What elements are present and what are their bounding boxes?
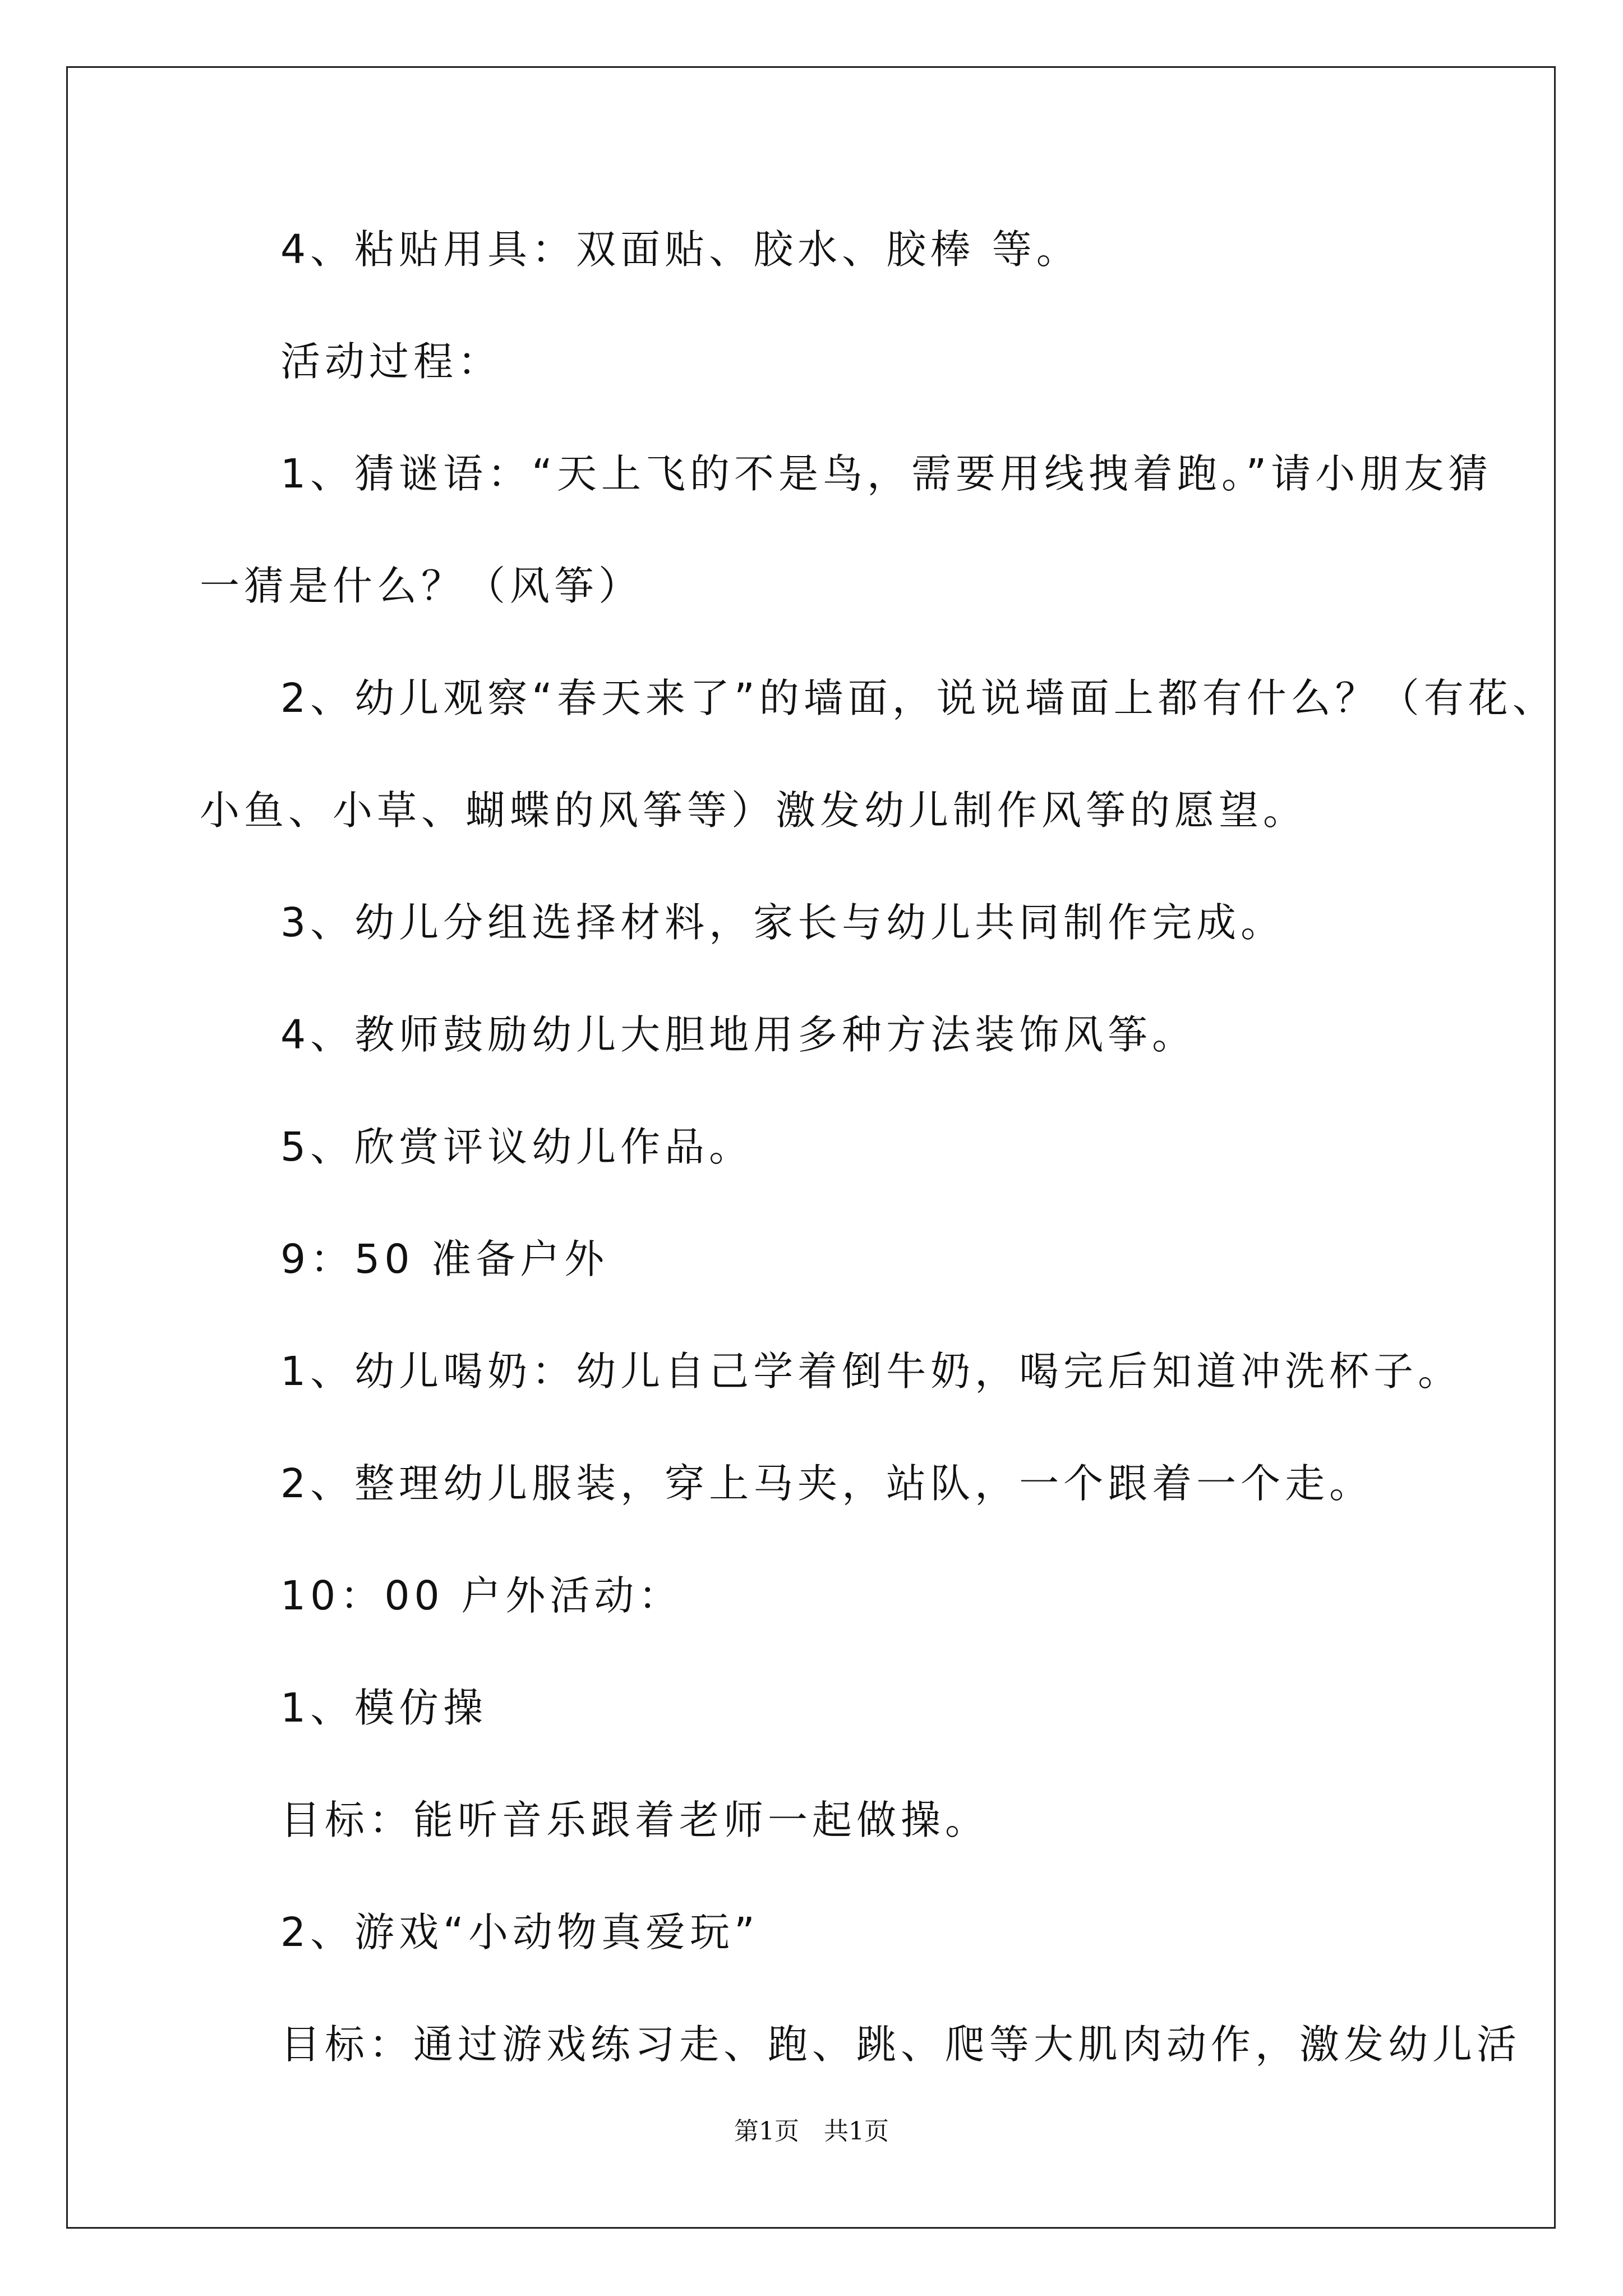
page-footer: 第1页 共1页	[734, 2117, 889, 2146]
text-line: 2、幼儿观察“春天来了”的墙面，说说墙面上都有什么？（有花、	[280, 675, 1557, 721]
text-line: 2、游戏“小动物真爱玩”	[280, 1909, 759, 1955]
text-line: 2、整理幼儿服装，穿上马夹，站队，一个跟着一个走。	[280, 1460, 1374, 1507]
text-line: 4、教师鼓励幼儿大胆地用多种方法装饰风筝。	[280, 1011, 1197, 1058]
schedule-time-heading: 10：00 户外活动：	[280, 1572, 683, 1619]
text-line-continuation: 一猜是什么？（风筝）	[200, 563, 643, 609]
text-line: 1、猜谜语：“天上飞的不是鸟，需要用线拽着跑。”请小朋友猜	[280, 450, 1493, 497]
text-line-continuation: 小鱼、小草、蝴蝶的风筝等）激发幼儿制作风筝的愿望。	[200, 787, 1308, 834]
text-line: 目标：能听音乐跟着老师一起做操。	[280, 1797, 990, 1843]
text-line: 5、欣赏评议幼儿作品。	[280, 1124, 754, 1170]
text-line: 3、幼儿分组选择材料，家长与幼儿共同制作完成。	[280, 899, 1285, 946]
schedule-time-heading: 9：50 准备户外	[280, 1236, 609, 1282]
text-line: 4、粘贴用具：双面贴、胶水、胶棒 等。	[280, 226, 1081, 273]
section-heading: 活动过程：	[280, 338, 502, 385]
text-line: 1、模仿操	[280, 1685, 488, 1731]
text-line: 1、幼儿喝奶：幼儿自己学着倒牛奶，喝完后知道冲洗杯子。	[280, 1348, 1463, 1395]
text-line: 目标：通过游戏练习走、跑、跳、爬等大肌肉动作，激发幼儿活	[280, 2021, 1521, 2068]
